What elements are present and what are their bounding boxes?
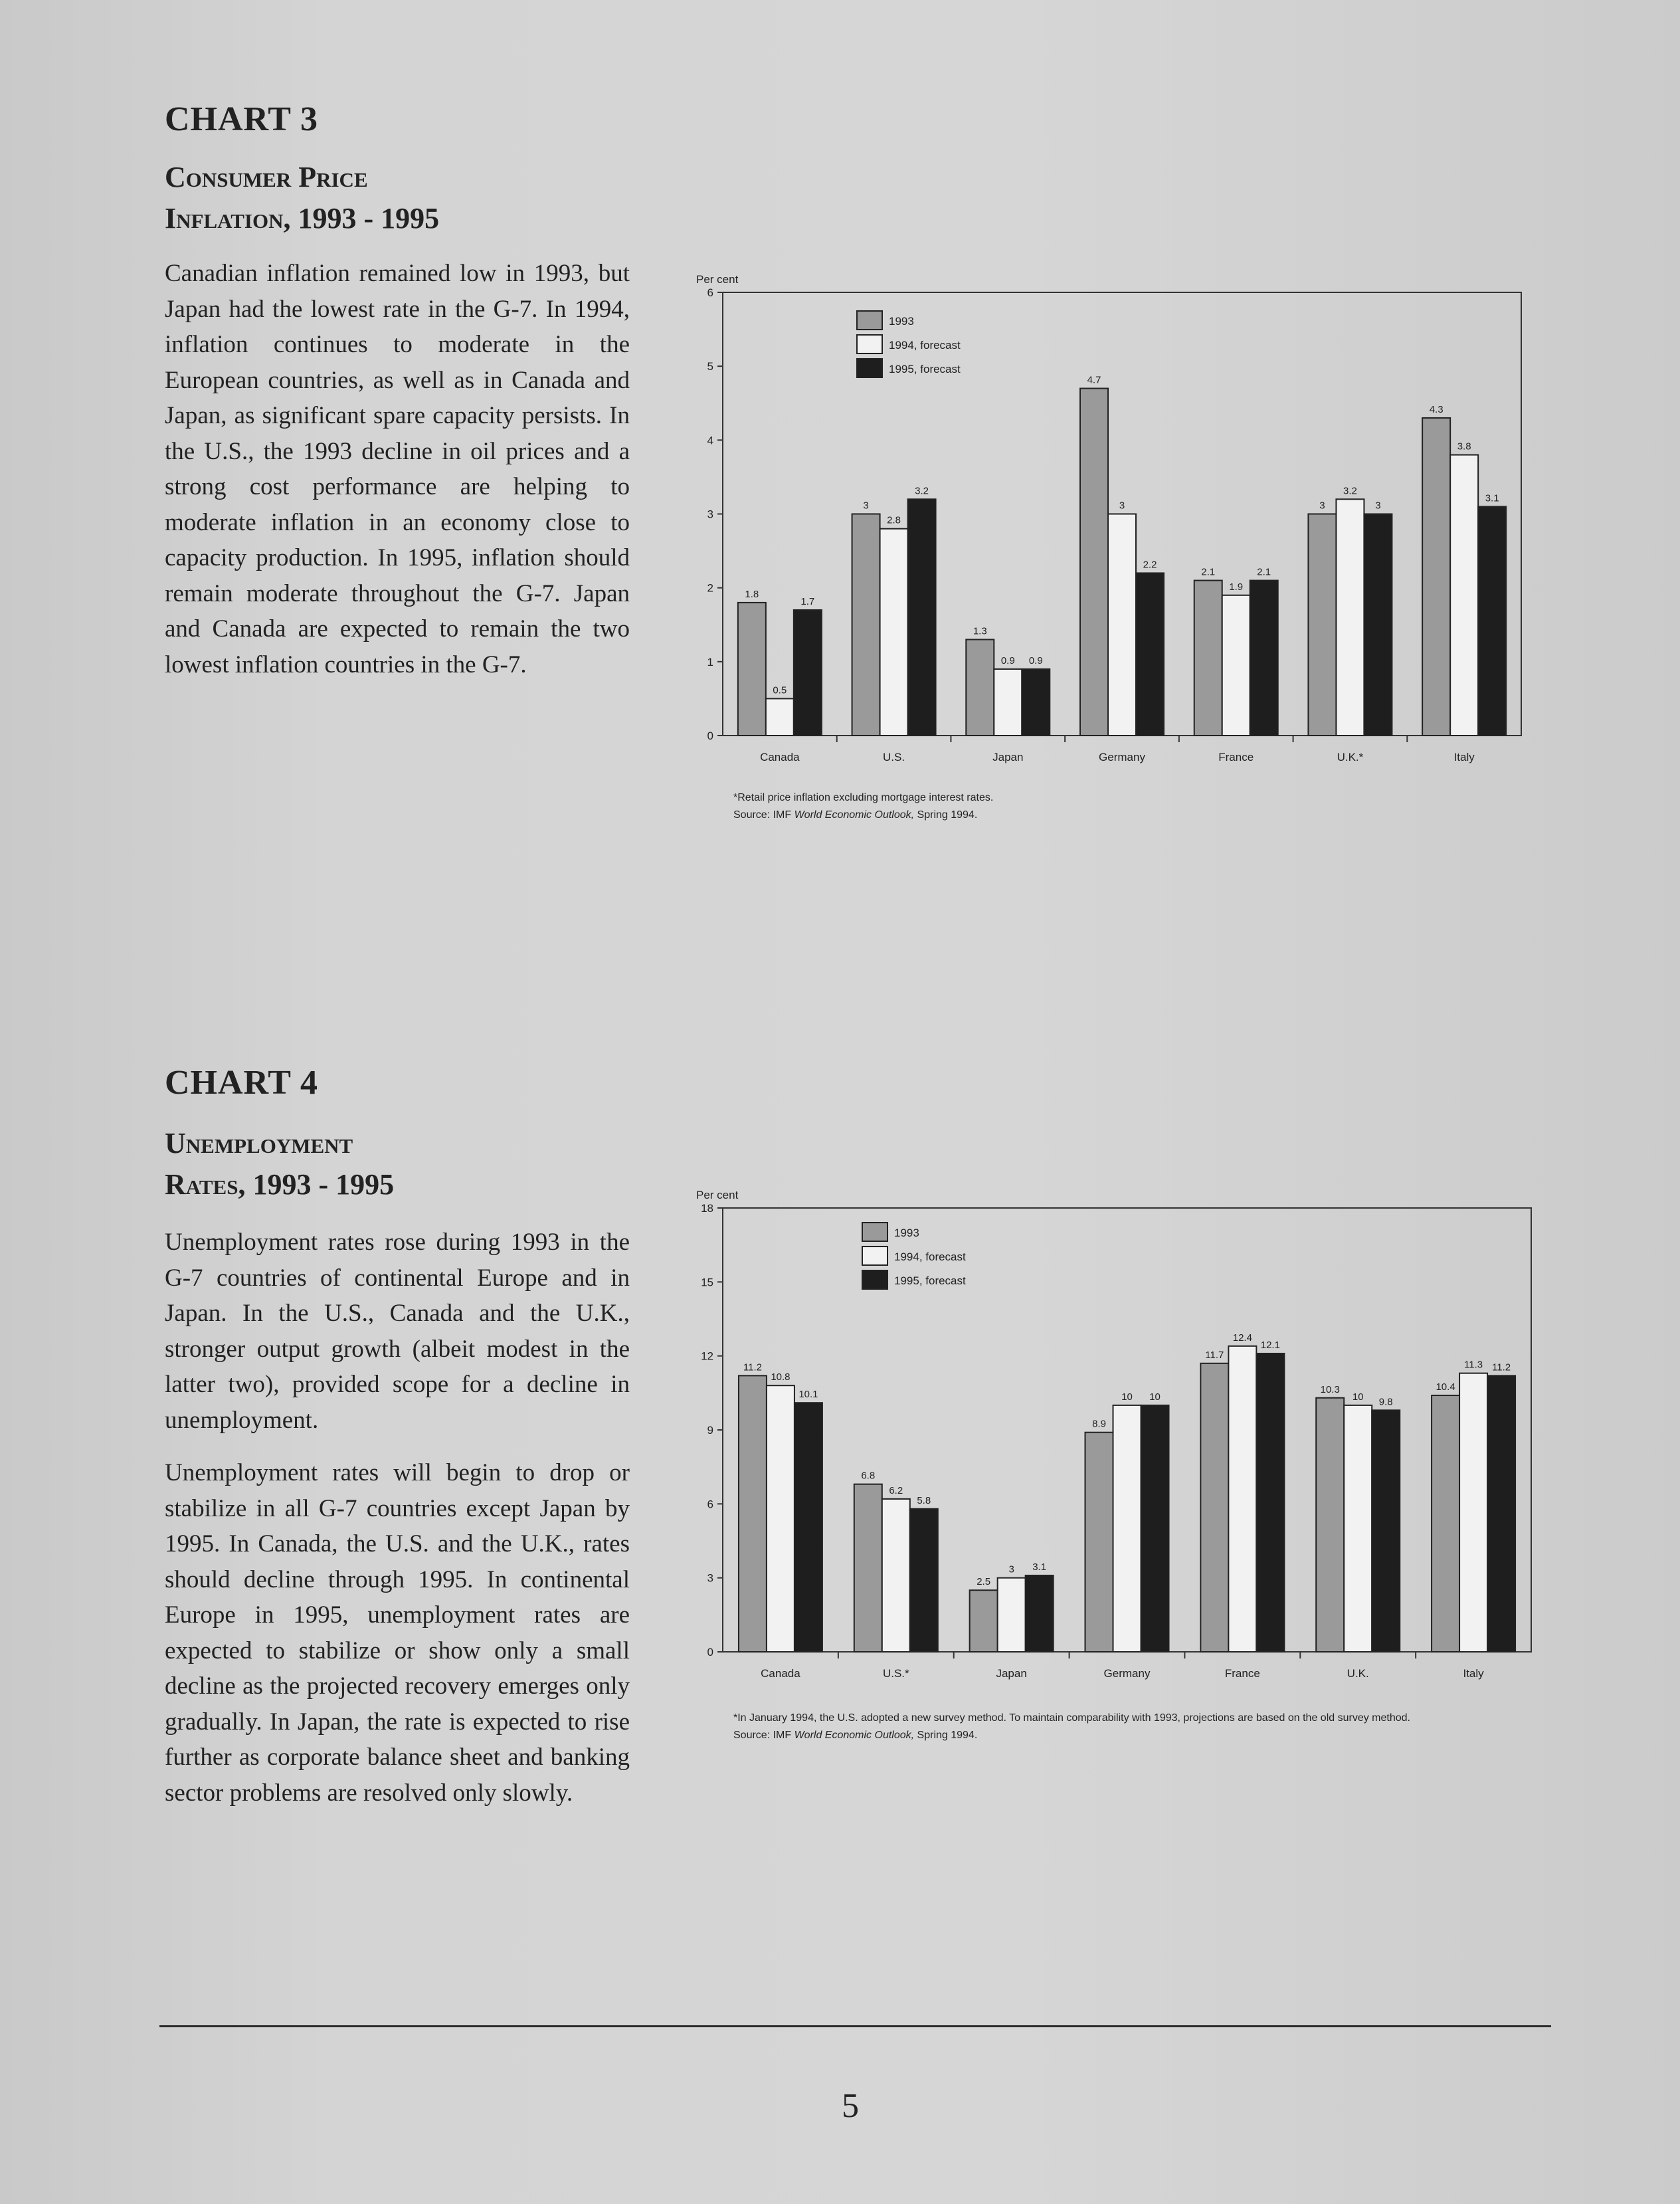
chart4-x-tick-label: U.S.* (882, 1667, 909, 1680)
chart3-y-axis-label: Per cent (696, 273, 739, 286)
chart3-y-tick-label: 0 (707, 730, 713, 742)
chart4-legend-label: 1993 (894, 1227, 919, 1239)
chart4-data-label: 10 (1121, 1391, 1133, 1403)
chart3-data-label: 1.8 (745, 588, 759, 600)
chart3-paragraph: Canadian inflation remained low in 1993, but Japan had the lowest rate in the G-7. In 1994, inflation continues to moderate in the European countries, as well as in Canada and Japan, as significant spare capacity persists. In the U.S., the 1993 decline in oil prices and a strong cost performance are helping to moderate inflation in an economy close to capacity production. In 1995, inflation should remain moderate throughout the G-7. Japan and Canada are expected to remain the two lowest inflation countries in the G-7. (165, 260, 630, 678)
chart4-subtitle-line2: Rates, 1993 - 1995 (165, 1168, 395, 1201)
chart4-bar-1993 (854, 1484, 882, 1652)
chart3-data-label: 3 (863, 500, 869, 512)
chart3-x-tick-label: U.K.* (1337, 751, 1364, 763)
chart3-bar-1993 (738, 603, 766, 736)
chart3-data-label: 2.8 (887, 514, 901, 526)
chart3-x-tick-label: Japan (992, 751, 1024, 763)
chart3-y-tick-label: 1 (707, 655, 713, 668)
chart4-bar-1993 (739, 1375, 767, 1652)
chart4-data-label: 10.1 (798, 1389, 818, 1401)
chart3-bar-1994 (880, 529, 908, 736)
chart4-data-label: 10.3 (1320, 1383, 1340, 1395)
chart4-bar-1994 (1459, 1373, 1487, 1652)
chart4-data-label: 8.9 (1092, 1418, 1106, 1430)
chart4-data-label: 3 (1008, 1563, 1014, 1575)
chart4-paragraph-1: Unemployment rates rose during 1993 in the G-7 countries of continental Europe and in Japan. In the U.S., Canada and the U.K., stronger output growth (albeit modest in the latter two), provided scope for a decline in unemployment. (165, 1229, 630, 1434)
footer-rule (159, 2025, 1551, 2027)
chart4-bar-1993 (1200, 1363, 1228, 1652)
chart3-x-tick-label: Italy (1453, 751, 1475, 763)
chart3-body (165, 256, 630, 700)
chart4-x-tick-label: France (1224, 1667, 1260, 1680)
chart4-data-label: 5.8 (917, 1494, 931, 1506)
chart3-source-suffix: Spring 1994. (914, 809, 978, 821)
chart4-bar-1995 (1256, 1353, 1284, 1652)
chart3-bar-1995 (1022, 669, 1050, 736)
chart3-bar-1993 (1080, 389, 1108, 736)
chart4-bar-1993 (1085, 1433, 1113, 1652)
chart4-bar-1995 (1026, 1575, 1054, 1652)
chart3-bar-1995 (1250, 581, 1278, 736)
chart4-x-tick-label: Japan (996, 1667, 1027, 1680)
chart4-source-prefix: Source: IMF (733, 1730, 794, 1741)
chart4-y-tick-label: 3 (707, 1571, 713, 1585)
chart3-x-tick-label: Germany (1099, 751, 1145, 763)
chart3-data-label: 0.5 (773, 684, 787, 696)
chart3-data-label: 3 (1375, 500, 1381, 512)
chart4-data-label: 11.3 (1464, 1359, 1483, 1371)
chart3-data-label: 3.2 (915, 485, 929, 497)
chart3-legend-label: 1993 (889, 315, 914, 328)
chart3-data-label: 2.2 (1143, 559, 1157, 571)
chart4-source-suffix: Spring 1994. (914, 1730, 978, 1741)
chart3-source-title: World Economic Outlook, (794, 809, 915, 821)
chart3-legend-swatch (857, 359, 882, 377)
chart3-bar-1994 (1222, 595, 1250, 736)
chart3-y-tick-label: 4 (707, 434, 713, 447)
chart3-x-tick-label: Canada (760, 751, 800, 763)
chart3-data-label: 0.9 (1000, 654, 1015, 666)
chart4-y-tick-label: 9 (707, 1424, 713, 1437)
chart4-bar-1995 (1141, 1405, 1169, 1652)
chart4-y-tick-label: 6 (707, 1498, 713, 1511)
chart4-x-tick-label: Canada (761, 1667, 800, 1680)
chart4-data-label: 12.4 (1232, 1332, 1252, 1344)
chart3-data-label: 3.1 (1485, 492, 1499, 504)
chart3-svg (691, 266, 1554, 844)
chart4-legend-swatch (862, 1247, 887, 1265)
chart3-data-label: 1.9 (1229, 581, 1244, 593)
chart3-data-label: 1.7 (800, 596, 815, 608)
chart4-data-label: 10 (1352, 1391, 1364, 1403)
chart4-bar-1993 (970, 1590, 998, 1652)
chart4-paragraph-2: Unemployment rates will begin to drop or stabilize in all G-7 countries except Japan by 1995. In Canada, the U.S. and the U.K., rates should decline through 1995. In continental Europe in 1995, unemployment rates are expected to stabilize or show only a small decline as the projected recovery emerges only gradually. In Japan, the rate is expected to rise further as corporate balance sheet and banking sector problems are resolved only slowly. (165, 1459, 630, 1807)
chart4-data-label: 3.1 (1032, 1561, 1047, 1573)
chart4-data-label: 6.8 (861, 1470, 876, 1482)
chart3-bar-1994 (766, 698, 794, 736)
chart4-bar-1994 (882, 1499, 910, 1652)
chart4-data-label: 11.2 (1492, 1361, 1511, 1373)
chart4-bar-1994 (1113, 1405, 1141, 1652)
chart3-bar-1995 (1136, 573, 1164, 736)
chart3-subtitle-line2: Inflation, 1993 - 1995 (165, 202, 440, 235)
chart4-body (165, 1225, 630, 1828)
chart3-bar-1995 (794, 610, 822, 736)
chart3-subtitle-line1: Consumer Price (165, 161, 368, 193)
chart4-legend-label: 1994, forecast (894, 1251, 966, 1263)
chart3-data-label: 0.9 (1028, 654, 1043, 666)
chart4-y-axis-label: Per cent (696, 1189, 739, 1201)
chart4-y-tick-label: 0 (707, 1646, 713, 1658)
chart3-legend-swatch (857, 335, 882, 353)
chart4-data-label: 6.2 (889, 1484, 903, 1496)
chart3-data-label: 4.7 (1087, 374, 1101, 386)
chart3-heading: CHART 3 (165, 100, 319, 138)
chart4-y-tick-label: 18 (701, 1202, 713, 1215)
chart4-x-tick-label: U.K. (1347, 1667, 1369, 1680)
chart4-data-label: 10.8 (771, 1371, 791, 1383)
chart4-source-title: World Economic Outlook, (794, 1730, 915, 1741)
chart3-data-label: 3 (1119, 500, 1125, 512)
chart3-bar-1995 (1478, 506, 1506, 736)
chart3-data-label: 3.2 (1343, 485, 1357, 497)
chart4-bar-1994 (1344, 1405, 1372, 1652)
chart4-data-label: 10 (1149, 1391, 1161, 1403)
chart4-data-label: 2.5 (977, 1576, 991, 1588)
chart4-data-label: 9.8 (1378, 1396, 1393, 1408)
chart3-bar-1993 (1308, 514, 1336, 736)
chart3-data-label: 3 (1319, 500, 1325, 512)
chart4-svg (691, 1176, 1554, 1787)
chart4-legend-swatch (862, 1270, 887, 1289)
chart3-bar-1993 (966, 639, 994, 736)
chart4-heading: CHART 4 (165, 1064, 319, 1102)
chart3-bar-1994 (1450, 455, 1478, 736)
chart3-legend-swatch (857, 311, 882, 330)
chart3-source (733, 809, 977, 821)
chart4-bar-1993 (1316, 1398, 1344, 1652)
chart3-bar-1993 (1422, 418, 1450, 736)
chart4-data-label: 11.7 (1205, 1349, 1224, 1361)
chart3-data-label: 2.1 (1257, 566, 1271, 578)
page-number: 5 (842, 2087, 859, 2125)
chart3-data-label: 3.8 (1457, 441, 1471, 452)
chart4-bar-1995 (1487, 1375, 1515, 1652)
chart4-bar-1993 (1432, 1395, 1459, 1652)
chart3-data-label: 1.3 (973, 625, 987, 637)
chart3-bar-1995 (908, 499, 936, 736)
chart4-data-label: 10.4 (1436, 1381, 1455, 1393)
chart4-data-label: 12.1 (1260, 1339, 1280, 1351)
chart4-y-tick-label: 15 (701, 1276, 713, 1289)
chart3-bar-1993 (1194, 581, 1222, 736)
chart4-bar-1994 (998, 1578, 1026, 1652)
chart4-bar-1995 (794, 1403, 822, 1652)
chart4-x-tick-label: Italy (1463, 1667, 1484, 1680)
chart3-bar-1994 (1108, 514, 1136, 736)
chart4-bar-1995 (910, 1509, 938, 1652)
chart3-data-label: 4.3 (1429, 403, 1444, 415)
chart4-bar-1995 (1372, 1410, 1400, 1652)
chart3-x-tick-label: U.S. (883, 751, 905, 763)
chart3-bar-1993 (852, 514, 880, 736)
chart4-legend-swatch (862, 1223, 887, 1241)
chart3-legend-label: 1995, forecast (889, 363, 961, 375)
chart3-y-tick-label: 5 (707, 360, 713, 373)
chart3-bar-1994 (1336, 499, 1364, 736)
chart4-legend-label: 1995, forecast (894, 1274, 966, 1287)
chart4-bar-1994 (767, 1385, 794, 1652)
chart3-y-tick-label: 3 (707, 508, 713, 521)
chart4-source (733, 1730, 977, 1741)
chart3-footnote: *Retail price inflation excluding mortgage interest rates. (733, 792, 994, 803)
chart3-x-tick-label: France (1218, 751, 1254, 763)
chart3-subtitle (165, 157, 537, 239)
chart3-y-tick-label: 2 (707, 581, 713, 595)
chart3-bar-1995 (1364, 514, 1392, 736)
chart4-subtitle (165, 1123, 537, 1205)
chart3-data-label: 2.1 (1201, 566, 1216, 578)
chart4-bar-1994 (1228, 1346, 1256, 1652)
chart3-bar-1994 (994, 669, 1022, 736)
chart3-y-tick-label: 6 (707, 286, 713, 299)
chart4-data-label: 11.2 (743, 1361, 762, 1373)
chart4-subtitle-line1: Unemployment (165, 1127, 353, 1159)
chart4-y-tick-label: 12 (701, 1350, 713, 1363)
chart4-footnote: *In January 1994, the U.S. adopted a new survey method. To maintain comparability with 1993, projections are based on the old survey method. (733, 1712, 1410, 1724)
chart3-source-prefix: Source: IMF (733, 809, 794, 821)
chart4-x-tick-label: Germany (1103, 1667, 1151, 1680)
chart3-legend-label: 1994, forecast (889, 339, 961, 351)
